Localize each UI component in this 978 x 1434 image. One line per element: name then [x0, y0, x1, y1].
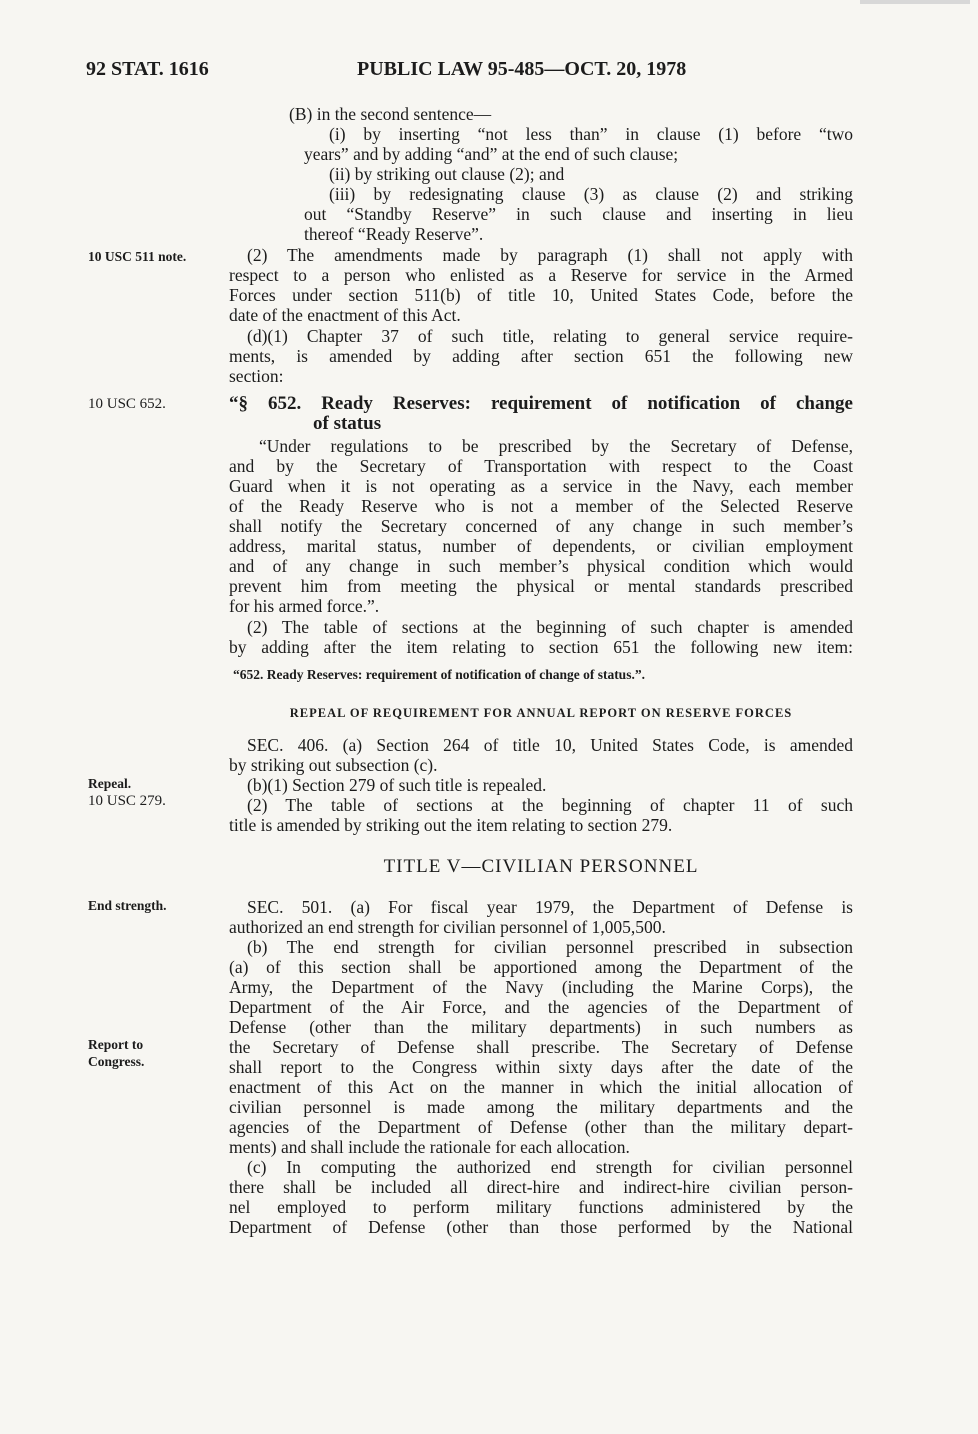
text-line: Guard when it is not operating as a service in the Navy, each member — [229, 476, 853, 496]
text-line: (b)(1) Section 279 of such title is repealed. — [247, 775, 547, 795]
text-line: by striking out subsection (c). — [229, 755, 438, 775]
section-501 — [229, 897, 853, 1237]
text-line: there shall be included all direct-hire and indirect-hire civilian person- — [229, 1177, 853, 1197]
text-line: section: — [229, 366, 284, 386]
margin-note-congress: Congress. — [88, 1054, 145, 1069]
text-line: Department of the Air Force, and the agencies of the Department of — [229, 997, 853, 1017]
text-line: (a) of this section shall be apportioned among the Department of the — [229, 957, 853, 977]
text-line: REPEAL OF REQUIREMENT FOR ANNUAL REPORT ON RESERVE FORCES — [289, 706, 793, 720]
margin-note-repeal: Repeal. — [88, 776, 132, 791]
text-line: (iii) by redesignating clause (3) as clause (2) and striking — [329, 184, 853, 204]
text-line: (2) The table of sections at the beginning of chapter 11 of such — [247, 795, 853, 815]
text-line: (c) In computing the authorized end strength for civilian personnel — [247, 1157, 853, 1177]
text-line: (B) in the second sentence— — [289, 104, 492, 124]
margin-note-10usc279: 10 USC 279. — [88, 793, 166, 809]
text-line: (i) by inserting “not less than” in clause (1) before “two — [329, 124, 853, 144]
text-line: of the Ready Reserve who is not a member of the Selected Reserve — [229, 496, 853, 516]
text-line: shall report to the Congress within sixty days after the date of the — [229, 1057, 853, 1077]
stat-page-number: 92 STAT. 1616 — [86, 58, 209, 80]
text-line: (b) The end strength for civilian personnel prescribed in subsection — [247, 937, 853, 957]
scan-edge-mark — [860, 0, 970, 4]
section-652-text — [229, 436, 853, 616]
text-line: (2) The table of sections at the beginning of such chapter is amended — [247, 617, 853, 637]
text-line: the Secretary of Defense shall prescribe. The Secretary of Defense — [229, 1037, 853, 1057]
text-line: out “Standby Reserve” in such clause and inserting in lieu — [304, 204, 853, 224]
margin-note-end-strength: End strength. — [88, 898, 167, 913]
text-line: enactment of this Act on the manner in which the initial allocation of — [229, 1077, 853, 1097]
text-line: “Under regulations to be prescribed by the Secretary of Defense, — [259, 436, 853, 456]
text-line: (ii) by striking out clause (2); and — [329, 164, 565, 184]
text-line: Defense (other than the military departments) in such numbers as — [229, 1017, 853, 1037]
table-item-652 — [229, 665, 857, 685]
text-line: civilian personnel is made among the military departments and the — [229, 1097, 853, 1117]
text-line: Army, the Department of the Navy (including the Marine Corps), the — [229, 977, 853, 997]
text-line: Department of Defense (other than those performed by the National — [229, 1217, 853, 1237]
text-line: nel employed to perform military functions administered by the — [229, 1197, 853, 1217]
text-line: SEC. 406. (a) Section 264 of title 10, United States Code, is amended — [247, 735, 853, 755]
paragraph-table-amend — [229, 617, 853, 657]
text-line: (d)(1) Chapter 37 of such title, relating to general service require- — [247, 326, 853, 346]
text-line: “652. Ready Reserves: requirement of notification of change of status.”. — [233, 667, 645, 682]
text-line: (2) The amendments made by paragraph (1) shall not apply with — [247, 245, 853, 265]
text-line: SEC. 501. (a) For fiscal year 1979, the Department of Defense is — [247, 897, 853, 917]
text-line: and of any change in such member’s physical condition which would — [229, 556, 853, 576]
text-line: thereof “Ready Reserve”. — [304, 224, 484, 244]
margin-note-10usc511: 10 USC 511 note. — [88, 249, 187, 264]
text-line: and by the Secretary of Transportation with respect to the Coast — [229, 456, 853, 476]
text-line: ments) and shall include the rationale for each allocation. — [229, 1137, 630, 1157]
text-line: ments, is amended by adding after section 651 the following new — [229, 346, 853, 366]
title-v-heading: TITLE V—CIVILIAN PERSONNEL — [383, 856, 699, 877]
text-line: agencies of the Department of Defense (other than the military depart- — [229, 1117, 853, 1137]
section-406 — [229, 735, 853, 835]
text-line: years” and by adding “and” at the end of such clause; — [304, 144, 679, 164]
text-line: title is amended by striking out the item relating to section 279. — [229, 815, 673, 835]
public-law-title: PUBLIC LAW 95-485—OCT. 20, 1978 — [357, 58, 687, 80]
margin-note-10usc652: 10 USC 652. — [88, 396, 166, 412]
heading-line: “§ 652. Ready Reserves: requirement of notification of change — [229, 393, 853, 414]
margin-note-report-to: Report to — [88, 1037, 144, 1052]
page-header — [0, 58, 978, 84]
paragraph-2-amendments — [229, 245, 853, 325]
text-line: for his armed force.”. — [229, 596, 380, 616]
text-line: Forces under section 511(b) of title 10, United States Code, before the — [229, 285, 853, 305]
text-line: respect to a person who enlisted as a Reserve for service in the Armed — [229, 265, 853, 285]
section-652-heading — [229, 394, 853, 434]
text-line: shall notify the Secretary concerned of any change in such member’s — [229, 516, 853, 536]
repeal-heading — [229, 703, 853, 723]
text-line: authorized an end strength for civilian personnel of 1,005,500. — [229, 917, 666, 937]
heading-line: of status — [313, 413, 382, 434]
text-line: address, marital status, number of dependents, or civilian employment — [229, 536, 853, 556]
text-line: prevent him from meeting the physical or mental standards prescribed — [229, 576, 853, 596]
subparagraph-b — [229, 104, 853, 244]
paragraph-d1 — [229, 326, 853, 386]
text-line: date of the enactment of this Act. — [229, 305, 461, 325]
text-line: by adding after the item relating to section 651 the following new item: — [229, 637, 853, 657]
